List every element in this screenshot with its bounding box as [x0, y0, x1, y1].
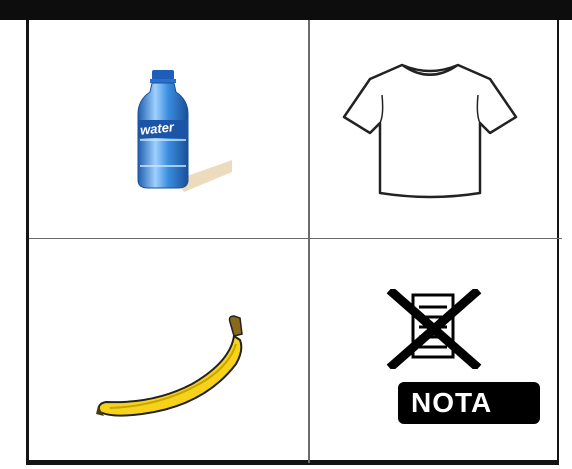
- t-shirt-icon: [340, 55, 520, 205]
- nota-ballot-cross-icon: [385, 289, 485, 369]
- nota-label: NOTA: [411, 387, 493, 418]
- banana-icon: [94, 314, 254, 424]
- cell-nota[interactable]: [310, 239, 557, 460]
- nota-badge: [398, 382, 540, 424]
- water-label-text: water: [139, 119, 175, 138]
- bottom-rule: [26, 463, 559, 465]
- top-frame-bar: [0, 0, 572, 20]
- cell-water-bottle[interactable]: [29, 20, 308, 238]
- cell-banana[interactable]: [29, 239, 308, 460]
- option-grid: [26, 20, 559, 463]
- cell-t-shirt[interactable]: [310, 20, 557, 238]
